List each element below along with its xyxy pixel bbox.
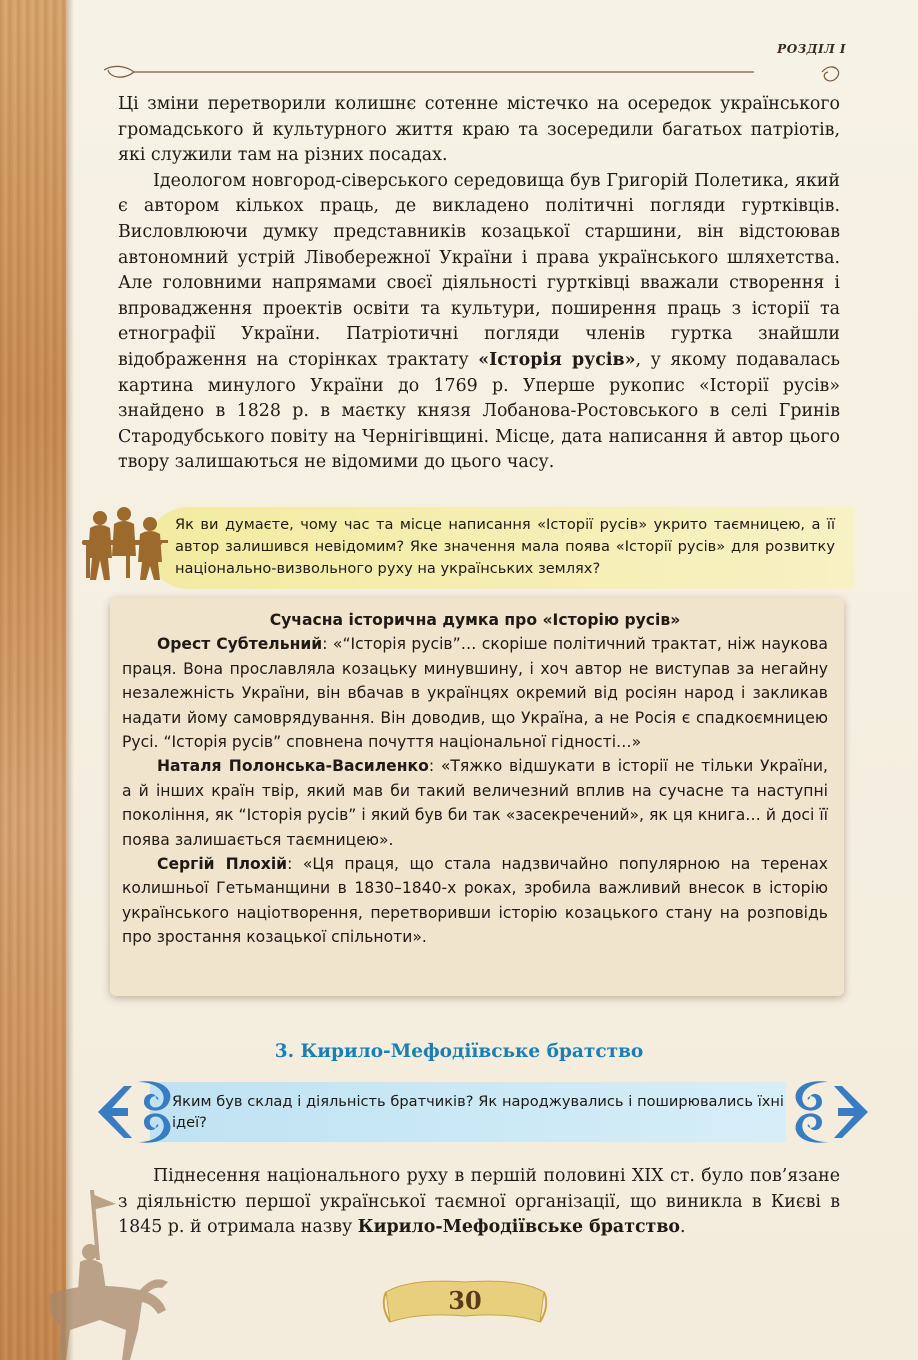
paragraph-2-bold: «Історія русів» — [478, 349, 636, 370]
quote-text: : «Ця праця, що стала надзвичайно популярною на теренах колишньої Гетьманщини в 1830–1840-х роках, зробила важливий внесок в історію українського націотворення, перетворивши історію козацького стану на розповідь про зростання козацької спільноти». — [122, 855, 828, 947]
header-ornament-line — [104, 56, 844, 86]
paragraph-2-part-1: Ідеологом новгород-сіверського середовища був Григорій Полетика, який є автором кількох праць, де викладено політичні погляди гуртківців. Висловлюючи думку представників козацької старшини, він відстоював автономний устрій Лівобережної України і права українського шляхетства. Але головними напрямами своєї діяльності гуртківці вважали створення і впровадження проектів освіти та культури, поширення праць з історії та етнографії України. Патріотичні погляди членів гуртка знайшли відображення на сторінках трактату — [118, 170, 840, 370]
quote-text: : «“Історія русів”… скоріше політичний трактат, ніж наукова праця. Вона прославляла козацьку минувшину, і хоч автор не виступав за негайну незалежність України, він вбачав в українцях окремий від росіян народ і закликав надати йому самоврядування. Він доводив, що Україна, а не Росія є спадкоємницею Русі. “Історія русів” сповнена почуття національної гідності…» — [122, 635, 828, 752]
section-text — [118, 1164, 840, 1241]
section-paragraph — [118, 1164, 840, 1241]
wood-border — [0, 0, 66, 1360]
section-heading: 3. Кирило-Мефодіївське братство — [274, 1041, 644, 1062]
cossack-rider-icon — [30, 1190, 180, 1360]
opinion-title: Сучасна історична думка про «Історію русів» — [269, 611, 681, 629]
right-ornament-icon — [778, 1078, 868, 1146]
quote-subtelny — [122, 632, 828, 754]
section-paragraph-part-2: . — [680, 1217, 686, 1238]
quote-author: Сергій Плохій — [157, 855, 288, 874]
paragraph-2-part-2: , у якому подавалась картина минулого України до 1769 р. Уперше рукопис «Історії русів» знайдено в 1828 р. в маєтку князя Лобанова-Ростовського в селі Гринів Стародубського повіту на Чернігівщині. Місце, дата написання й автор цього твору залишаються не відомими до цього часу. — [118, 349, 840, 473]
quote-text: : «Тяжко відшукати в історії не тільки України, а й інших країн твір, який мав би такий величезний вплив на сучасне та наступні покоління, як “Історія русів” і який був би так «засекречений», як ця книга… й досі її поява залишається таємницею». — [122, 757, 829, 849]
quote-polonska — [122, 754, 828, 852]
historical-opinion-content — [122, 608, 828, 950]
quote-author: Наталя Полонська-Василенко — [157, 757, 429, 776]
page-number: 30 — [448, 1286, 482, 1315]
quote-author: Орест Субтельний — [157, 635, 323, 654]
section-paragraph-bold: Кирило-Мефодіївське братство — [357, 1217, 681, 1238]
discussion-figures-icon — [76, 500, 176, 584]
section-title: РОЗДІЛ І — [777, 42, 846, 56]
question-text: Як ви думаєте, чому час та місце написання «Історії русів» укрито таємницею, а її автор залишився невідомим? Яке значення мала поява «Історії русів» для розвитку національно-визвольного руху на українських землях? — [175, 516, 835, 577]
paragraph-2 — [118, 169, 840, 476]
paragraph-1: Ці зміни перетворили колишнє сотенне містечко на осередок українського громадського й культурного життя краю та зосередили багатьох патріотів, які служили там на різних посадах. — [118, 94, 840, 166]
section-paragraph-part-1: Піднесення національного руху в першій половині XIX ст. було пов’язане з діяльністю першої української таємної організації, що виникла в Києві в 1845 р. й отримала назву — [118, 1166, 840, 1238]
wood-border-shadow — [66, 0, 74, 1360]
main-text — [118, 92, 840, 476]
section-question-text: Яким був склад і діяльність братчиків? Як народжувались і поширювались їхні ідеї? — [172, 1093, 784, 1131]
quote-plokhy — [122, 852, 828, 950]
